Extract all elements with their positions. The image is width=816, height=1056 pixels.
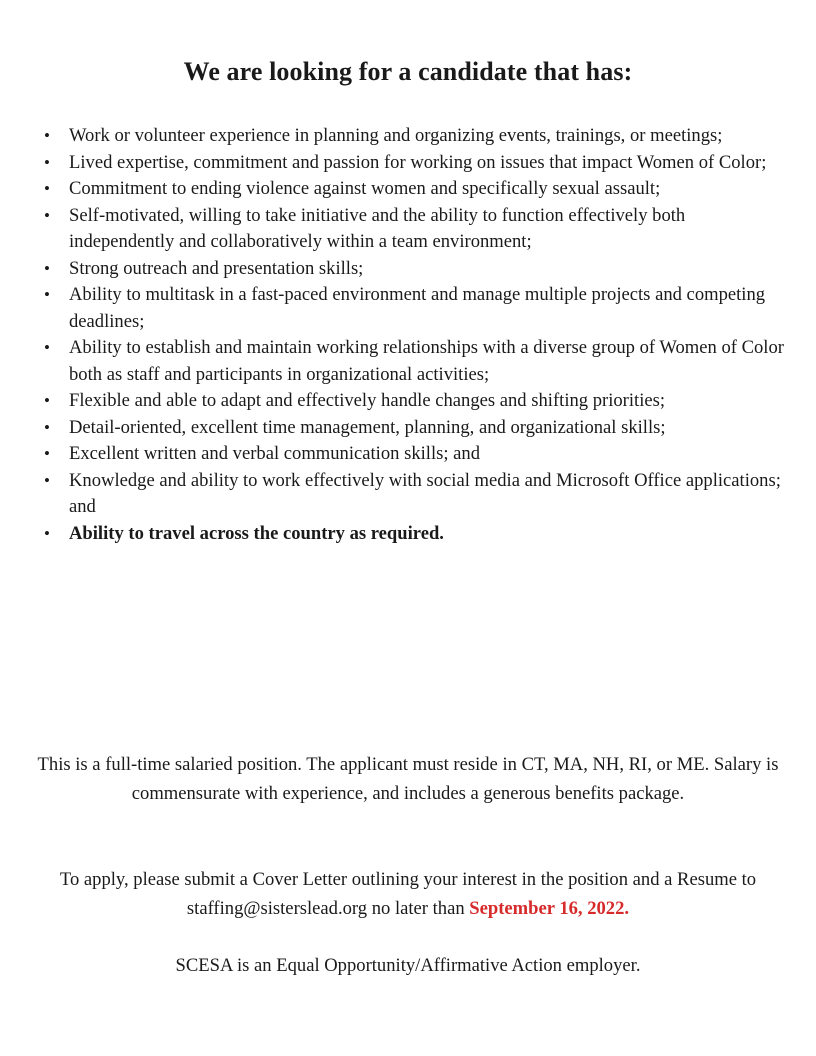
requirement-text: Ability to establish and maintain working relationships with a diverse group of Women of Color both as staff and participants in organizational activities;	[69, 337, 784, 385]
requirement-text: Flexible and able to adapt and effectively handle changes and shifting priorities;	[69, 390, 666, 411]
requirement-text: Knowledge and ability to work effectively with social media and Microsoft Office applications; and	[69, 469, 781, 517]
requirement-text: Strong outreach and presentation skills;	[69, 257, 364, 279]
bullet-icon: •	[44, 417, 50, 437]
list-item	[41, 388, 786, 415]
apply-text: To apply, please submit a Cover Letter outlining your interest in the position and a Resume to staffing@sisterslead.org no later than	[59, 868, 757, 919]
requirement-text: Work or volunteer experience in planning and organizing events, trainings, or meetings;	[69, 125, 723, 146]
bullet-icon: •	[44, 523, 50, 543]
bullet-icon: •	[44, 126, 50, 145]
list-item	[41, 415, 786, 442]
list-item	[41, 203, 786, 256]
requirement-text: Commitment to ending violence against women and specifically sexual assault;	[69, 178, 661, 199]
requirement-text: Ability to travel across the country as required.	[69, 522, 444, 544]
list-item	[41, 256, 786, 283]
deadline-date: September 16, 2022.	[469, 897, 630, 919]
page-heading: We are looking for a candidate that has:	[183, 57, 633, 86]
requirements-list	[41, 123, 786, 547]
bullet-icon: •	[44, 391, 50, 410]
requirement-text: Excellent written and verbal communication skills; and	[69, 443, 481, 464]
requirement-text: Lived expertise, commitment and passion for working on issues that impact Women of Color;	[69, 151, 767, 173]
apply-paragraph	[30, 865, 786, 923]
bullet-icon: •	[44, 470, 50, 490]
bullet-icon: •	[44, 338, 50, 357]
requirement-text: Detail-oriented, excellent time management, planning, and organizational skills;	[69, 416, 666, 438]
list-item	[41, 335, 786, 388]
list-item	[41, 468, 786, 521]
list-item	[41, 282, 786, 335]
list-item	[41, 521, 786, 548]
list-item	[41, 176, 786, 203]
bullet-icon: •	[44, 179, 50, 198]
list-item	[41, 150, 786, 177]
position-paragraph: This is a full-time salaried position. The applicant must reside in CT, MA, NH, RI, or ME. Salary is commensurate with experience, and includes a generous benefits package.	[37, 753, 779, 804]
requirement-text: Self-motivated, willing to take initiative and the ability to function effectively both independently and collaboratively within a team environment;	[69, 204, 686, 252]
bullet-icon: •	[44, 152, 50, 172]
bullet-icon: •	[44, 205, 50, 225]
bullet-icon: •	[44, 285, 50, 304]
eeo-statement: SCESA is an Equal Opportunity/Affirmative Action employer.	[175, 954, 641, 976]
list-item	[41, 123, 786, 150]
bullet-icon: •	[44, 258, 50, 278]
bullet-icon: •	[44, 444, 50, 463]
requirement-text: Ability to multitask in a fast-paced environment and manage multiple projects and competing deadlines;	[69, 284, 766, 332]
list-item	[41, 441, 786, 468]
